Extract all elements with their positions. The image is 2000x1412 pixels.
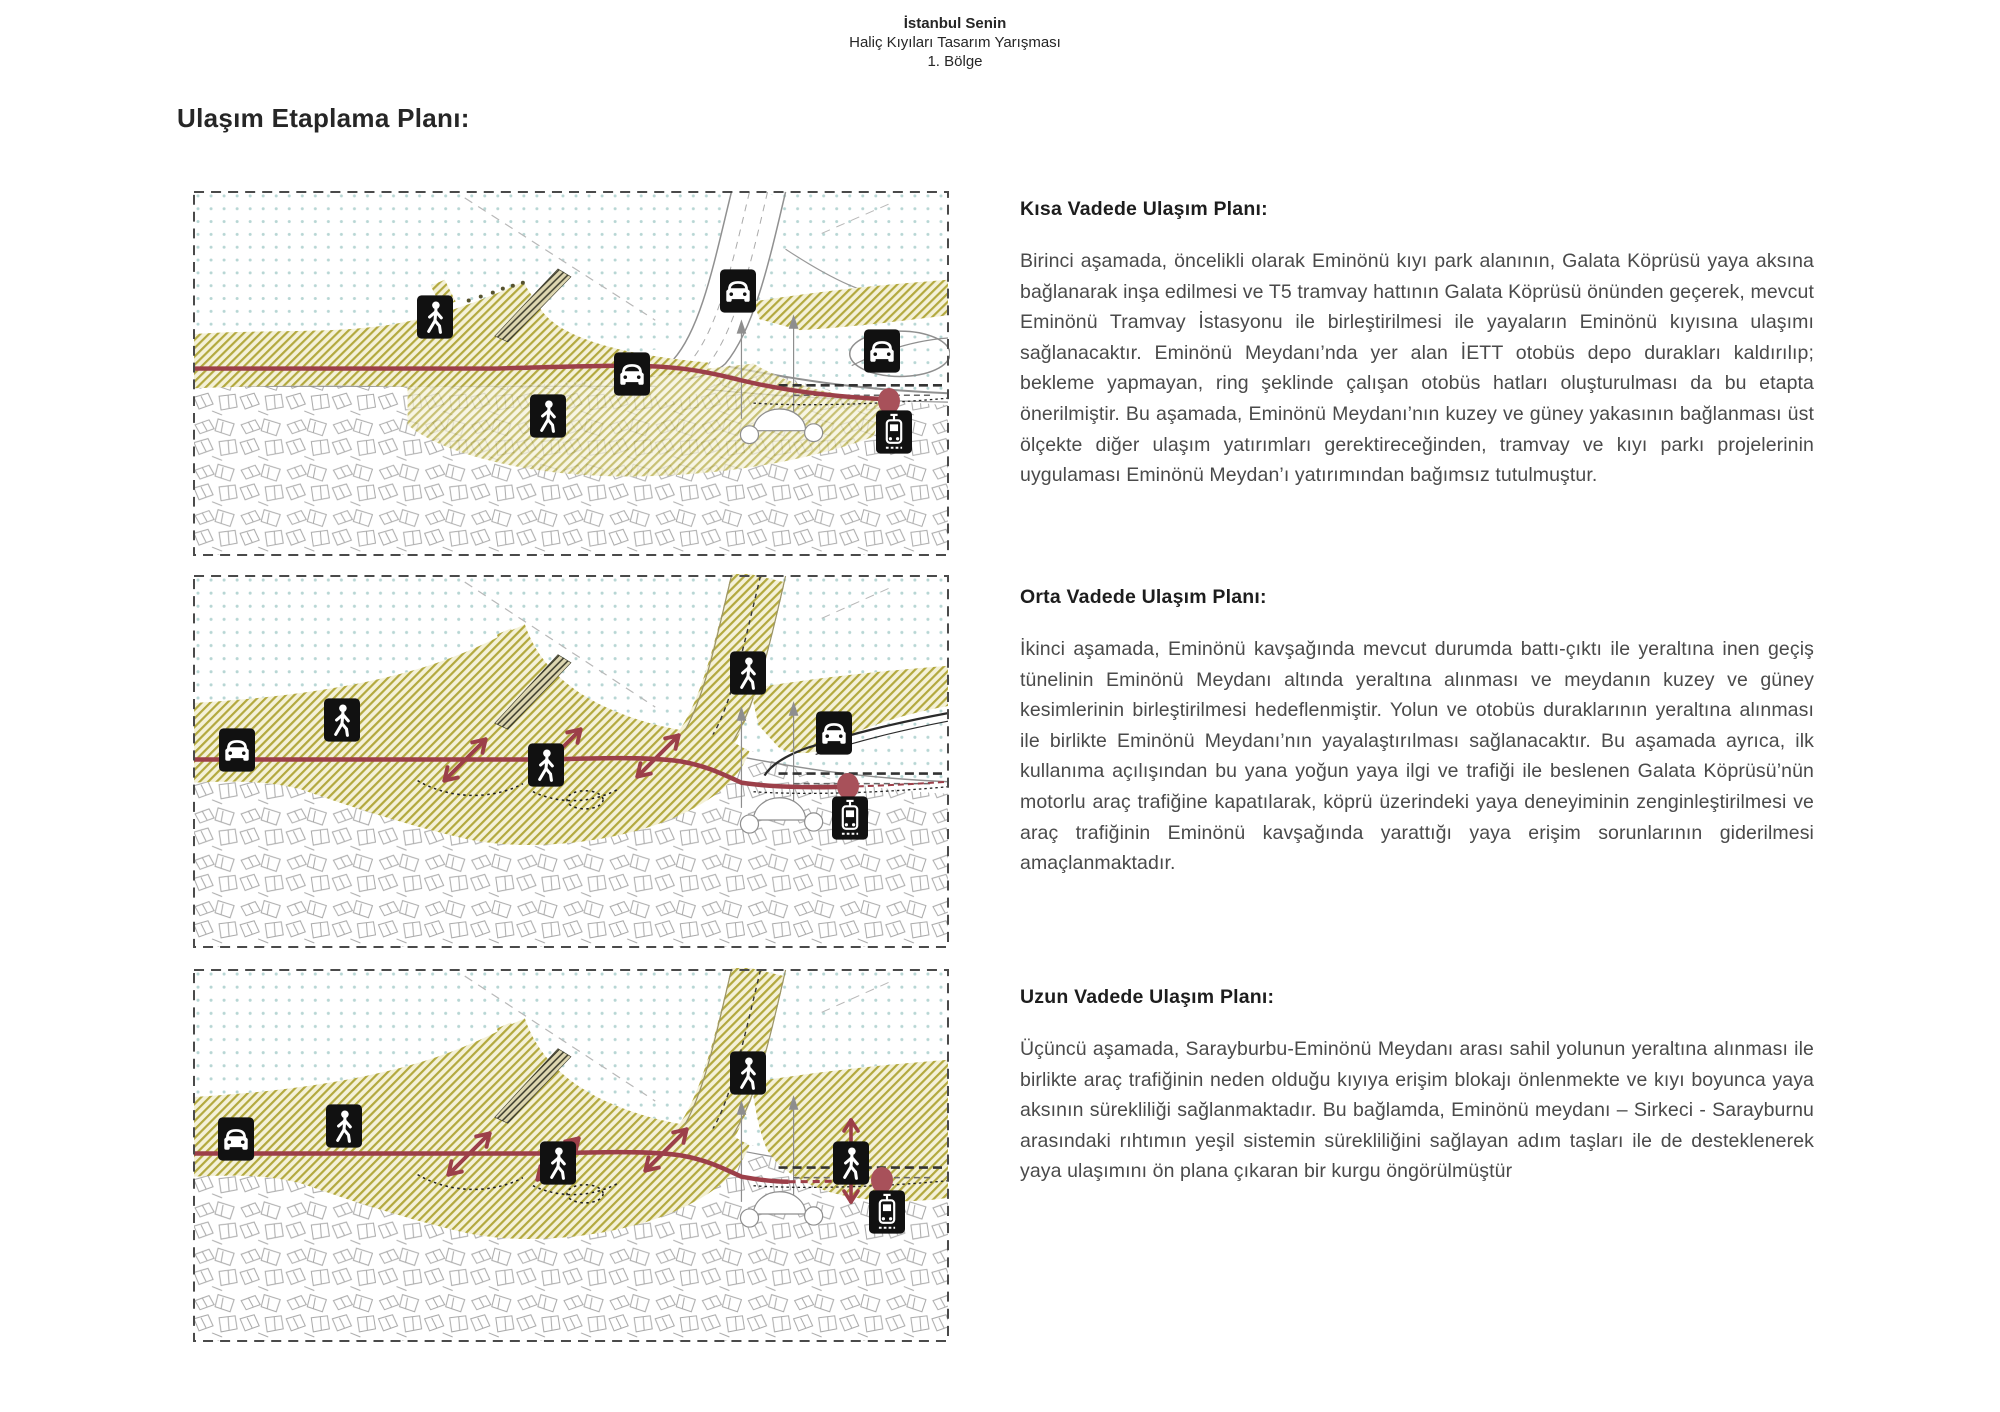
- phasing-map-illustration: [192, 190, 950, 557]
- map-figure-mid-term: [192, 574, 950, 949]
- competition-title: İstanbul Senin: [903, 15, 1007, 32]
- page-title: Ulaşım Etaplama Planı:: [177, 103, 470, 133]
- section-heading: Kısa Vadede Ulaşım Planı:: [1020, 198, 1268, 220]
- section-long-term: [1020, 985, 1814, 1187]
- phasing-map-illustration: [192, 574, 950, 949]
- map-figure-long-term: [192, 968, 950, 1343]
- competition-region: 1. Bölge: [927, 53, 983, 70]
- phasing-map-illustration: [192, 968, 950, 1343]
- section-mid-term: [1020, 585, 1814, 879]
- section-body: Üçüncü aşamada, Sarayburbu-Eminönü Meydanı arası sahil yolunun yeraltına alınması ile birlikte araç trafiğinin neden olduğu kıyıya erişim blokajı önlenmekte ve kıyı boyunca yaya aksının sürekliliği sağlanmaktadır. Bu bağlamda, Eminönü meydanı – Sirkeci - Sarayburnu arasındaki rıhtımın yeşil sistemin sürekliliğini sağlayan adım taşları ile de desteklenerek yaya ulaşımını ön plana çıkaran bir kurgu öngörülmüştür: [1020, 1038, 1814, 1183]
- section-body: Birinci aşamada, öncelikli olarak Eminönü kıyı park alanının, Galata Köprüsü yaya aksına bağlanarak inşa edilmesi ve T5 tramvay hattının Galata Köprüsü önünden geçerek, mevcut Eminönü Tramvay İstasyonu ile birleştirilmesi ile yayaların Eminönü kıyısına ulaşımı sağlanacaktır. Eminönü Meydanı’nda yer alan İETT otobüs depo durakları kaldırılıp; bekleme yapmayan, ring şeklinde çalışan otobüs hatları oluşturulması da bu etapta önerilmiştir. Bu aşamada, Eminönü Meydanı’nın kuzey ve güney yakasının bağlanması üst ölçekte diğer ulaşım yatırımları gerektireceğinden, tramvay ve kıyı parkı projelerinin uygulaması Eminönü Meydan’ı yatırımından bağımsız tutulmuştur.: [1020, 250, 1814, 487]
- section-short-term: [1020, 197, 1814, 491]
- section-body: İkinci aşamada, Eminönü kavşağında mevcut durumda battı-çıktı ile yeraltına inen geçiş tünelinin Eminönü Meydanı altında yeraltına alınması ve meydanın kuzey ve güney kesimlerinin birleştirilmesi hedeflenmiştir. Yolun ve otobüs duraklarının yeraltına alınması ile birlikte Eminönü Meydanı’nın yayalaştırılması sağlanacaktır. Bu aşamada ayrıca, ilk kullanıma açılışından bu yana yoğun yaya ilgi ve trafiği ile beslenen Galata Köprüsü’nün motorlu araç trafiğine kapatılarak, köprü üzerindeki yaya deneyiminin zenginleştirilmesi ve araç trafiğinin Eminönü kavşağında yarattığı yaya erişim sorunlarının giderilmesi amaçlanmaktadır.: [1020, 638, 1814, 875]
- section-heading: Orta Vadede Ulaşım Planı:: [1020, 586, 1267, 608]
- competition-subtitle: Haliç Kıyıları Tasarım Yarışması: [849, 34, 1061, 51]
- section-heading: Uzun Vadede Ulaşım Planı:: [1020, 986, 1275, 1008]
- board-header: [455, 14, 1455, 71]
- map-figure-short-term: [192, 190, 950, 557]
